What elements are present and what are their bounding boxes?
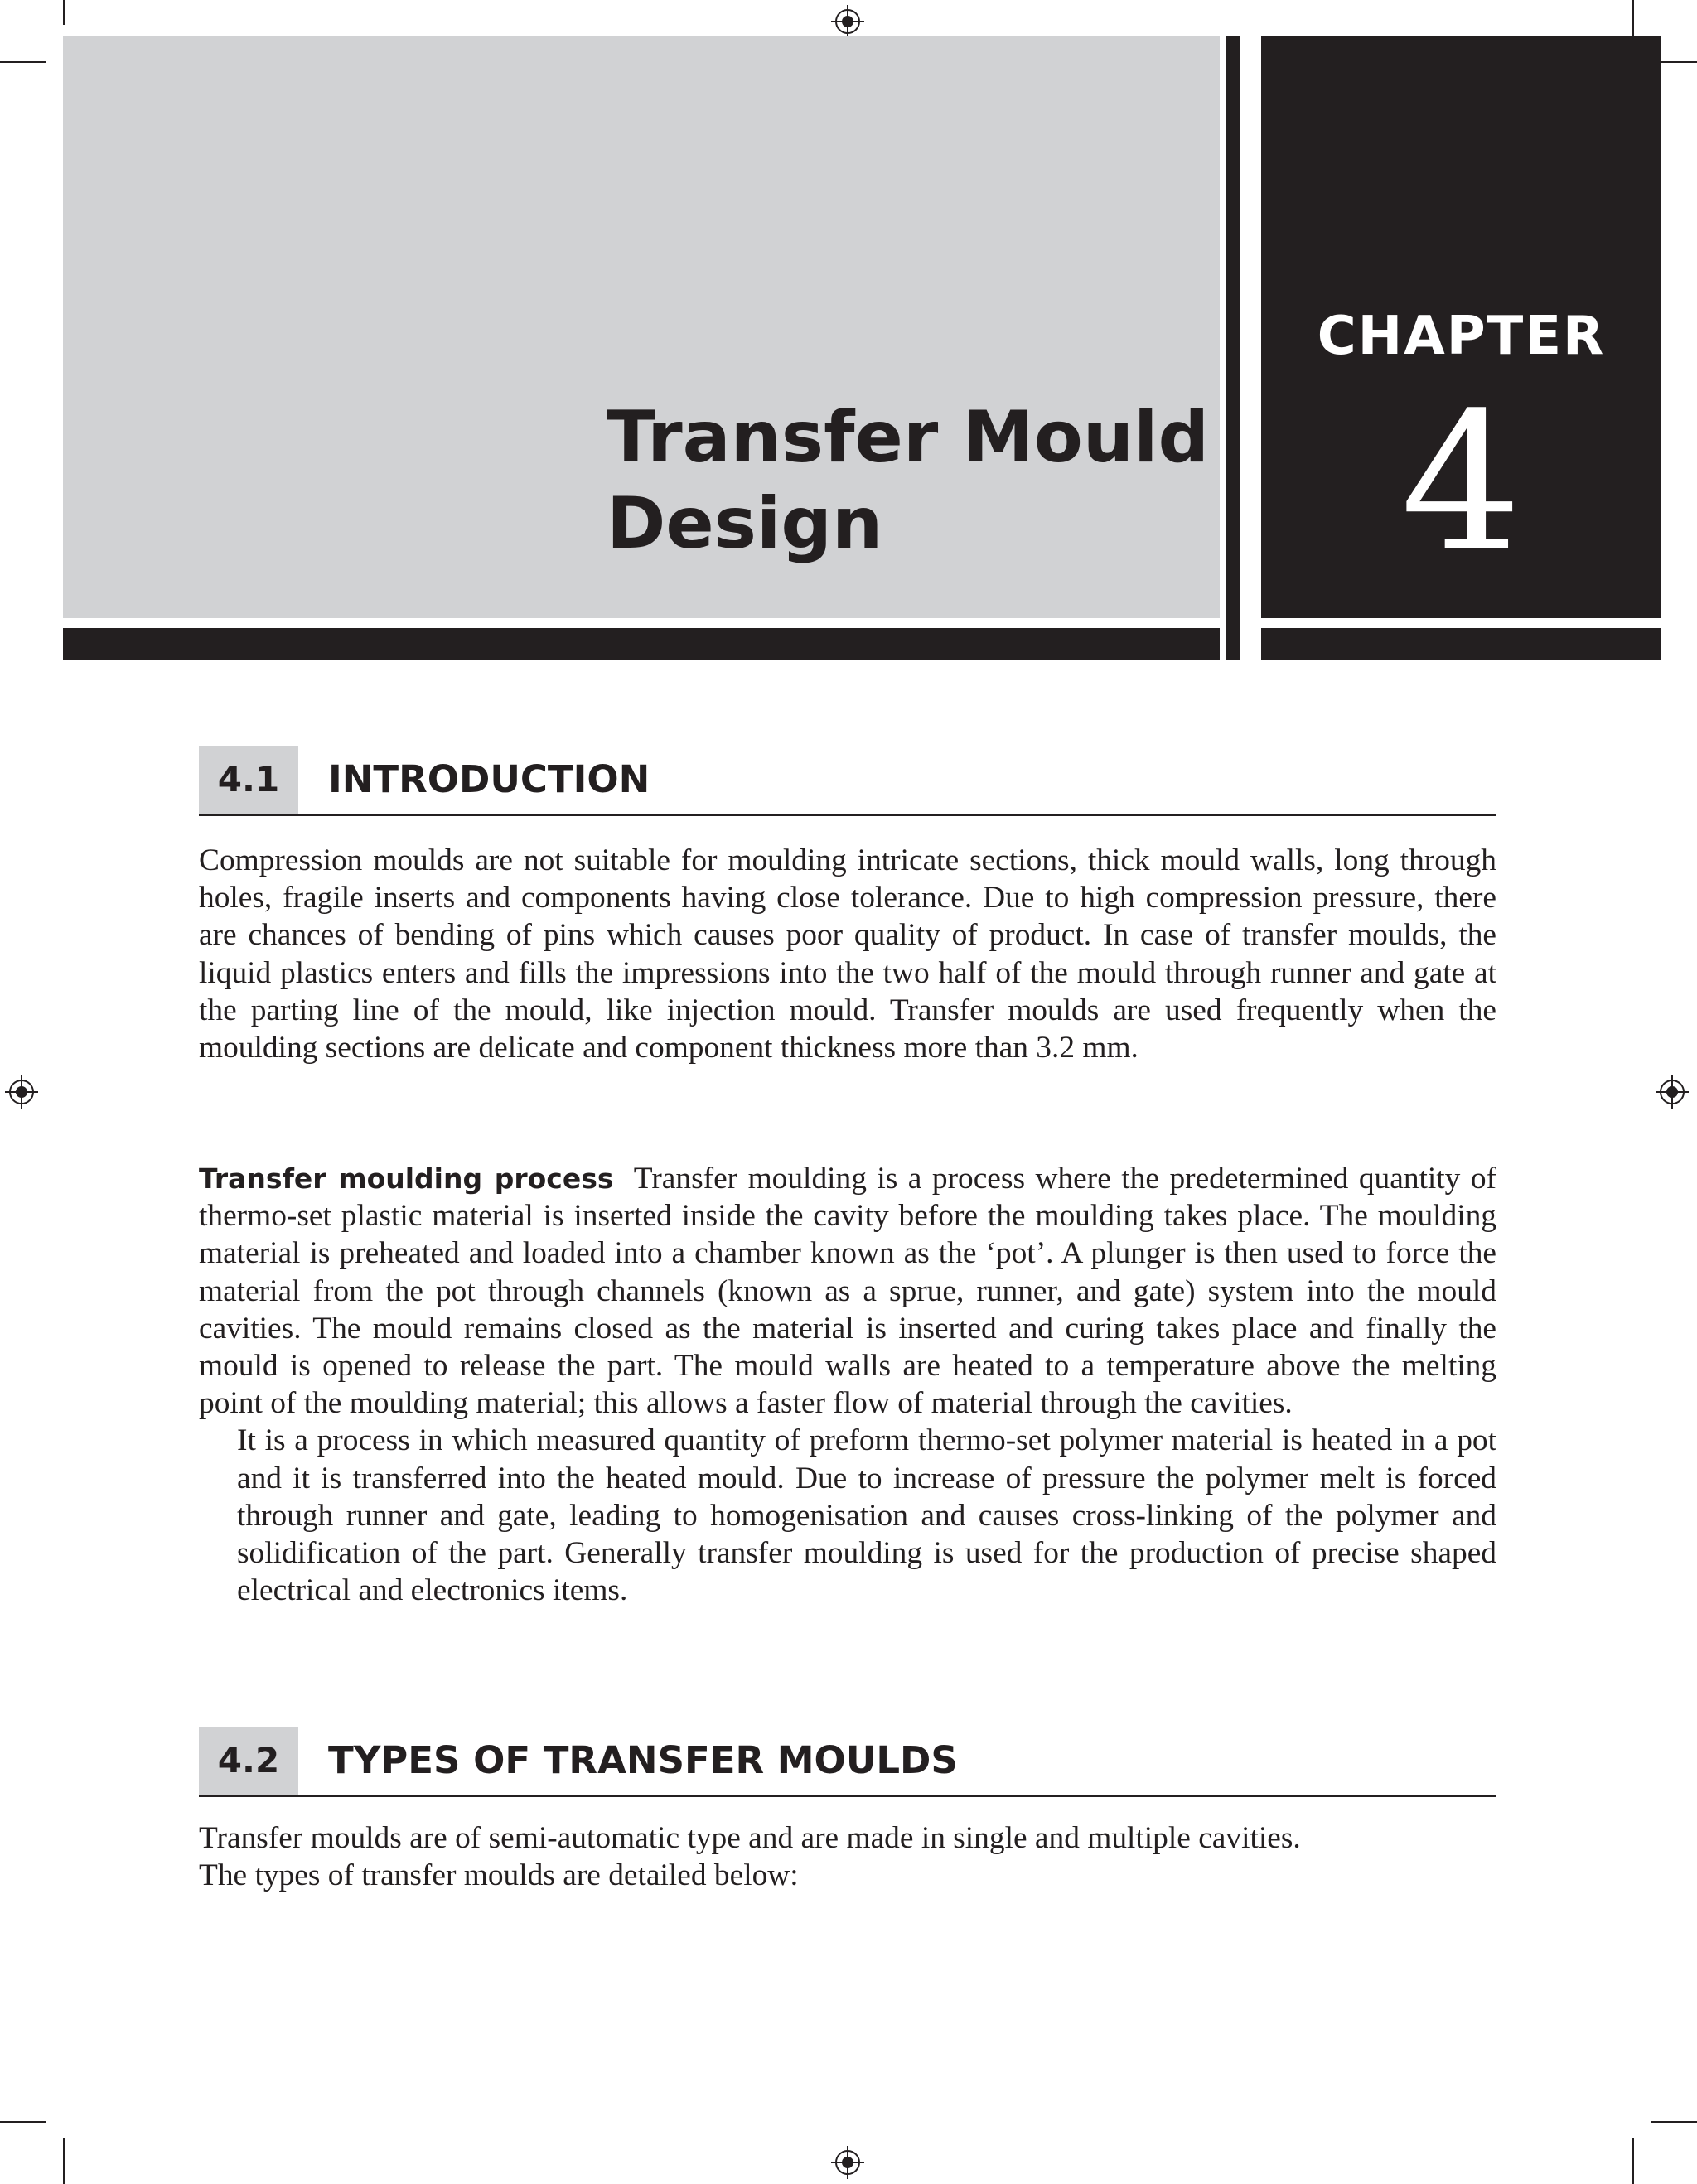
section-title: INTRODUCTION — [328, 757, 650, 801]
section-heading-introduction — [199, 746, 1496, 816]
registration-mark-bottom-icon — [831, 2146, 864, 2179]
types-line-1: Transfer moulds are of semi-automatic type and are made in single and multiple cavities. — [199, 1821, 1301, 1855]
chapter-number-box — [1261, 36, 1661, 618]
section-heading-types-of-transfer-moulds — [199, 1727, 1496, 1797]
types-paragraph — [199, 1819, 1496, 1894]
process-paragraph-1-text: Transfer moulding is a process where the predetermined quantity of thermo-set plastic material is inserted inside the cavity before the moulding takes place. The moulding material is preheated and loaded into a chamber known as the ‘pot’. A plunger is then used to force the material from the pot through channels (known as a sprue, runner, and gate) system into the mould cavities. The mould remains closed as the material is inserted and curing takes place and finally the mould is opened to release the part. The mould walls are heated to a temperature above the melting point of the moulding material; this allows a faster flow of material through the cavities. — [199, 1162, 1496, 1421]
chapter-title-line-2: Design — [607, 482, 883, 565]
chapter-label: CHAPTER — [1317, 306, 1606, 367]
section-title: TYPES OF TRANSFER MOULDS — [328, 1738, 958, 1782]
chapter-divider-bar — [1226, 36, 1240, 660]
header-rule-left — [63, 628, 1220, 660]
section-number: 4.2 — [199, 1727, 298, 1795]
process-paragraph-1 — [199, 1160, 1496, 1422]
process-paragraph-2: It is a process in which measured quantity of preform thermo-set polymer material is heated in a pot and it is transferred into the heated mould. Due to increase of pressure the polymer melt is forced through runner and gate, leading to homogenisation and causes cross-linking of the polymer and solidification of the part. Generally transfer moulding is used for the production of precise shaped electrical and electronics items. — [237, 1423, 1496, 1608]
chapter-number: 4 — [1400, 373, 1522, 594]
crop-mark-bottom-left-h — [0, 2121, 46, 2123]
crop-mark-top-left-h — [0, 61, 46, 63]
header-rule-right — [1261, 628, 1661, 660]
registration-mark-right-icon — [1656, 1075, 1689, 1109]
crop-mark-bottom-left-v — [63, 2138, 65, 2184]
crop-mark-bottom-right-h — [1651, 2121, 1697, 2123]
crop-mark-top-left-v — [63, 0, 65, 25]
types-line-2: The types of transfer moulds are detailed below: — [199, 1858, 799, 1893]
chapter-title-line-1: Transfer Mould — [607, 396, 1210, 479]
registration-mark-left-icon — [5, 1075, 38, 1109]
introduction-paragraph: Compression moulds are not suitable for moulding intricate sections, thick mould walls, long through holes, fragile inserts and components having close tolerance. Due to high compression pressure, there are chances of bending of pins which causes poor quality of product. In case of transfer moulds, the liquid plastics enters and fills the impressions into the two half of the mould through runner and gate at the parting line of the mould, like injection mould. Transfer moulds are used frequently when the moulding sections are delicate and component thickness more than 3.2 mm. — [199, 843, 1496, 1065]
transfer-moulding-process-block — [199, 1160, 1496, 1609]
chapter-title — [607, 394, 1209, 567]
section-number: 4.1 — [199, 746, 298, 814]
run-in-heading: Transfer moulding process — [199, 1162, 614, 1195]
crop-mark-bottom-right-v — [1632, 2138, 1634, 2184]
registration-mark-top-icon — [831, 5, 864, 38]
